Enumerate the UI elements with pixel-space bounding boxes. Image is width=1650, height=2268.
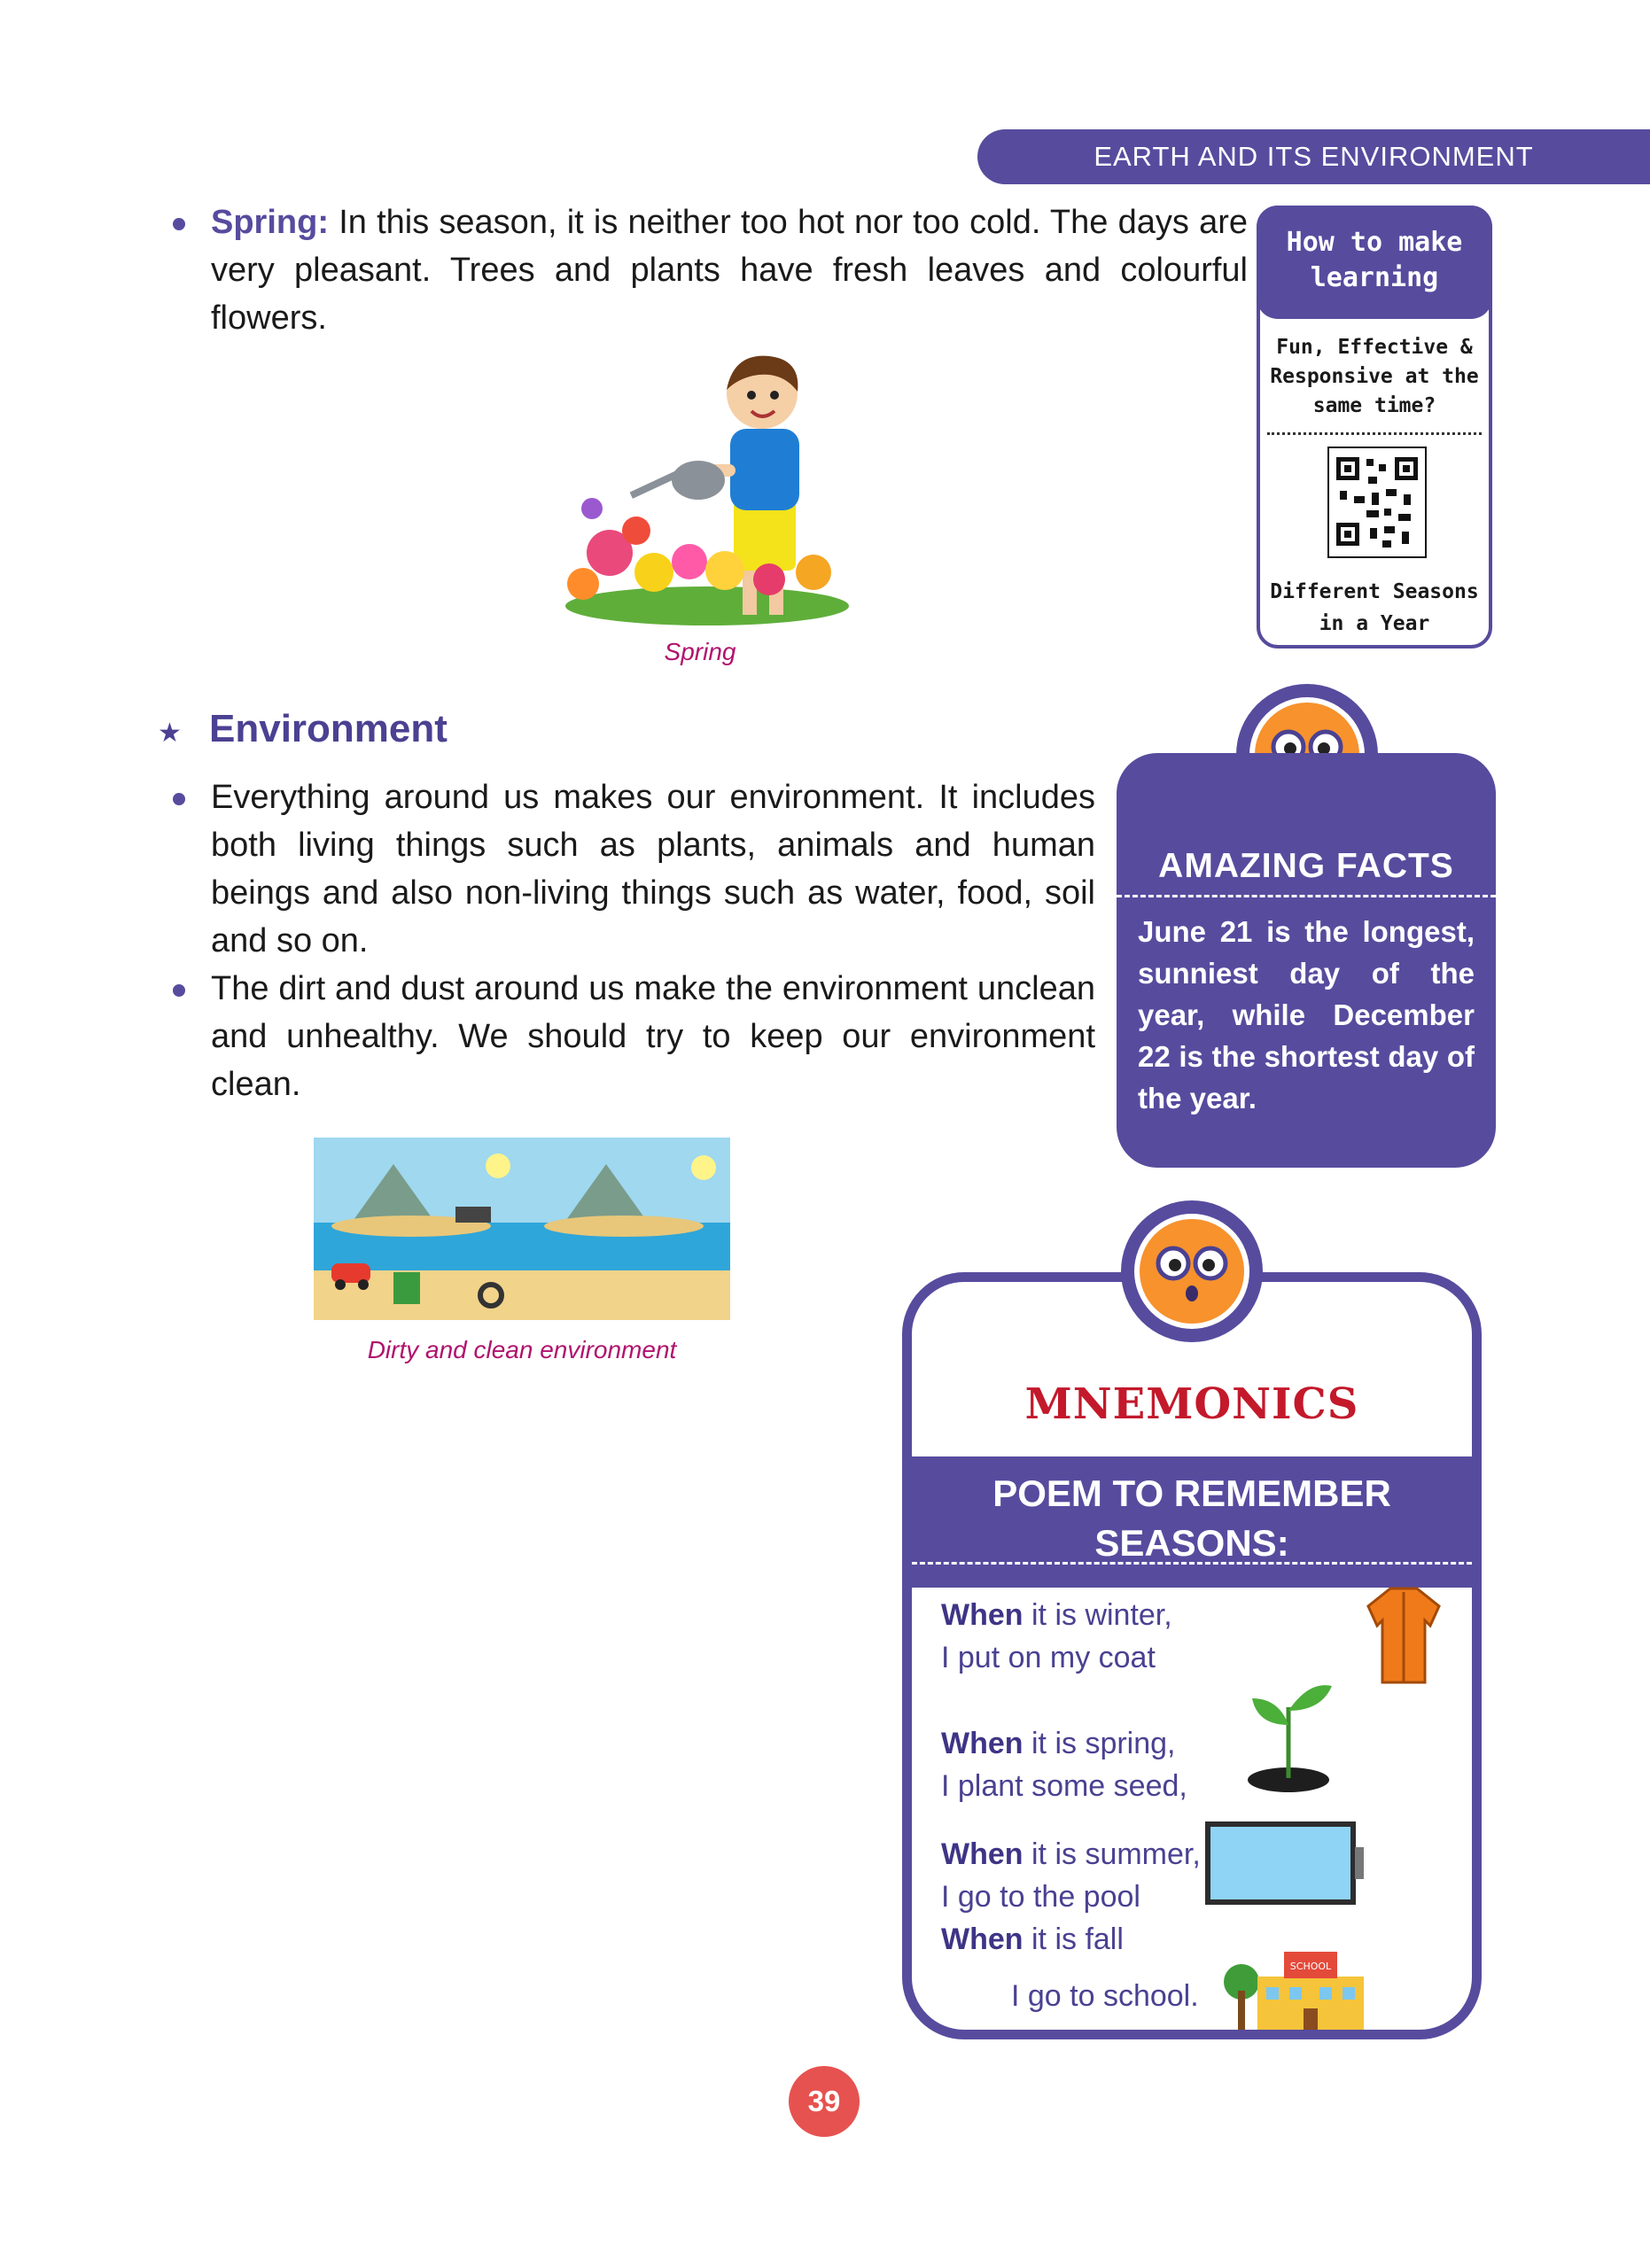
school-building-icon (1222, 1938, 1373, 2035)
bullet-dot (173, 984, 185, 997)
qr-learning-card (1257, 206, 1492, 649)
qr-code-icon[interactable] (1327, 447, 1427, 558)
poem-stanza-spring (941, 1722, 1187, 1807)
amazing-facts-box (1117, 753, 1496, 1168)
amazing-facts-text: June 21 is the longest, sunniest day of the year, while December 22 is the shortest day of the year. (1138, 915, 1475, 1115)
school-sign: SCHOOL (1289, 1961, 1332, 1972)
poem-line: I plant some seed, (941, 1769, 1187, 1803)
chapter-title-tab (977, 129, 1650, 184)
environment-point-2: The dirt and dust around us make the environment unclean and unhealthy. We should try to keep our environment clean. (211, 970, 1095, 1103)
poem-keyword: When (941, 1837, 1023, 1871)
poem-line: it is winter, (1023, 1598, 1172, 1632)
poem-line: it is spring, (1023, 1727, 1176, 1760)
divider (912, 1562, 1472, 1565)
poem-line: I go to the pool (941, 1880, 1140, 1914)
mnemonics-box (902, 1272, 1482, 2039)
amazing-facts-title: AMAZING FACTS (1158, 847, 1454, 885)
environment-caption: Dirty and clean environment (367, 1336, 677, 1363)
poem-line-school: I go to school. (1011, 1979, 1199, 2013)
poem-line: it is summer, (1023, 1837, 1201, 1871)
bullet-dot (173, 793, 185, 805)
divider (1117, 895, 1496, 897)
qr-card-footer: Different Seasons in a Year (1270, 580, 1479, 635)
owl-mascot-icon (1132, 1212, 1251, 1331)
environment-heading: Environment (209, 707, 448, 750)
page-number-badge (789, 2066, 860, 2137)
pool-icon (1204, 1821, 1367, 1909)
environment-illustration (314, 1138, 730, 1320)
coat-icon (1359, 1583, 1448, 1689)
poem-stanza-winter (941, 1594, 1172, 1679)
seedling-icon (1240, 1672, 1337, 1796)
spring-term: Spring: (211, 204, 329, 241)
poem-line: I put on my coat (941, 1641, 1156, 1674)
watering-can (630, 461, 725, 500)
poem-stanza-summer (941, 1833, 1201, 1918)
mnemonics-title: MNEMONICS (1024, 1379, 1359, 1429)
poem-keyword: When (941, 1727, 1023, 1760)
qr-card-heading: How to make learning (1257, 206, 1492, 319)
page-number: 39 (807, 2085, 841, 2117)
spring-text: In this season, it is neither too hot nor too cold. The days are very pleasant. Trees and plants have fresh leaves and colourful flowers. (211, 204, 1248, 337)
spring-illustration (556, 340, 858, 633)
mnemonics-subtitle-band (912, 1456, 1472, 1588)
poem-keyword: When (941, 1598, 1023, 1632)
poem-keyword: When (941, 1922, 1023, 1956)
star-icon: ★ (158, 718, 182, 748)
poem-stanza-fall (941, 1918, 1124, 1961)
spring-caption: Spring (664, 638, 736, 665)
chapter-title: EARTH AND ITS ENVIRONMENT (1094, 141, 1534, 172)
divider (1267, 432, 1482, 435)
environment-point-1: Everything around us makes our environment. It includes both living things such as plants, animals and human beings and also non-living things such as water, food, soil and so on. (211, 779, 1095, 959)
bullet-dot (173, 218, 185, 230)
spring-paragraph (211, 198, 1248, 342)
qr-card-subtext: Fun, Effective & Responsive at the same time? (1270, 336, 1479, 417)
poem-line: it is fall (1023, 1922, 1124, 1956)
mnemonics-subtitle: POEM TO REMEMBER SEASONS: (992, 1472, 1391, 1564)
